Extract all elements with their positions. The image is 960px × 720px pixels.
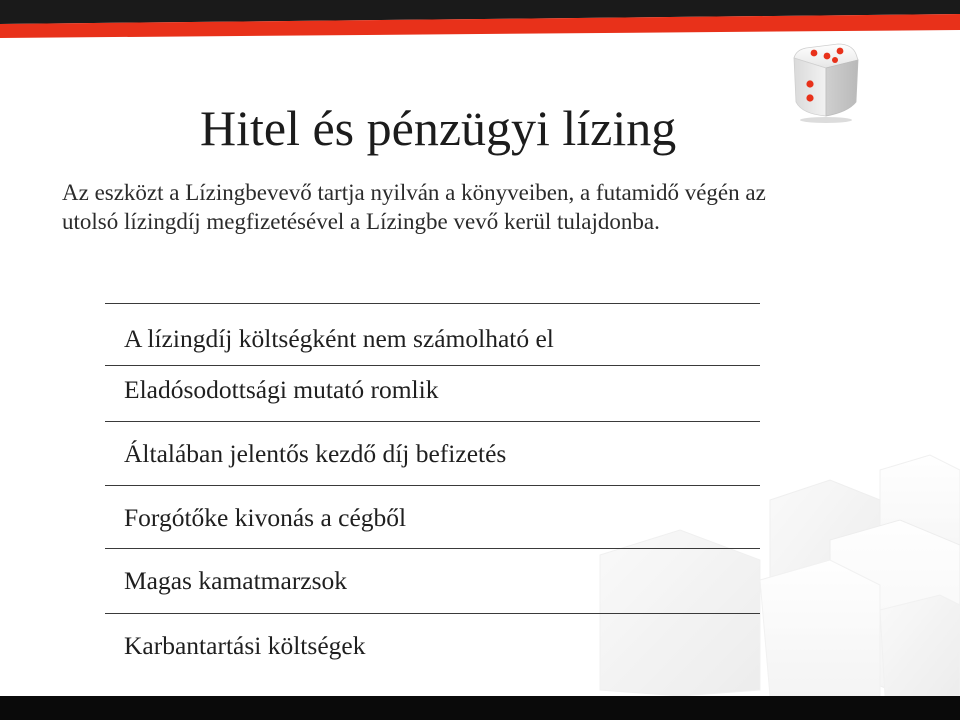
list-item: Eladósodottsági mutató romlik [105,365,760,421]
list-item: Karbantartási költségek [105,613,760,673]
list-item: A lízingdíj költségként nem számolható el [105,303,760,365]
slide-title: Hitel és pénzügyi lízing [200,100,677,156]
bullet-list [105,303,760,673]
bottom-banner [0,696,960,720]
list-item: Általában jelentős kezdő díj befizetés [105,421,760,485]
list-item: Forgótőke kivonás a cégből [105,485,760,548]
list-item: Magas kamatmarzsok [105,548,760,613]
intro-paragraph: Az eszközt a Lízingbevevő tartja nyilván a könyveiben, a futamidő végén az utolsó lízingdíj megfizetésével a Lízingbe vevő kerül tulajdonba. [62,180,766,234]
